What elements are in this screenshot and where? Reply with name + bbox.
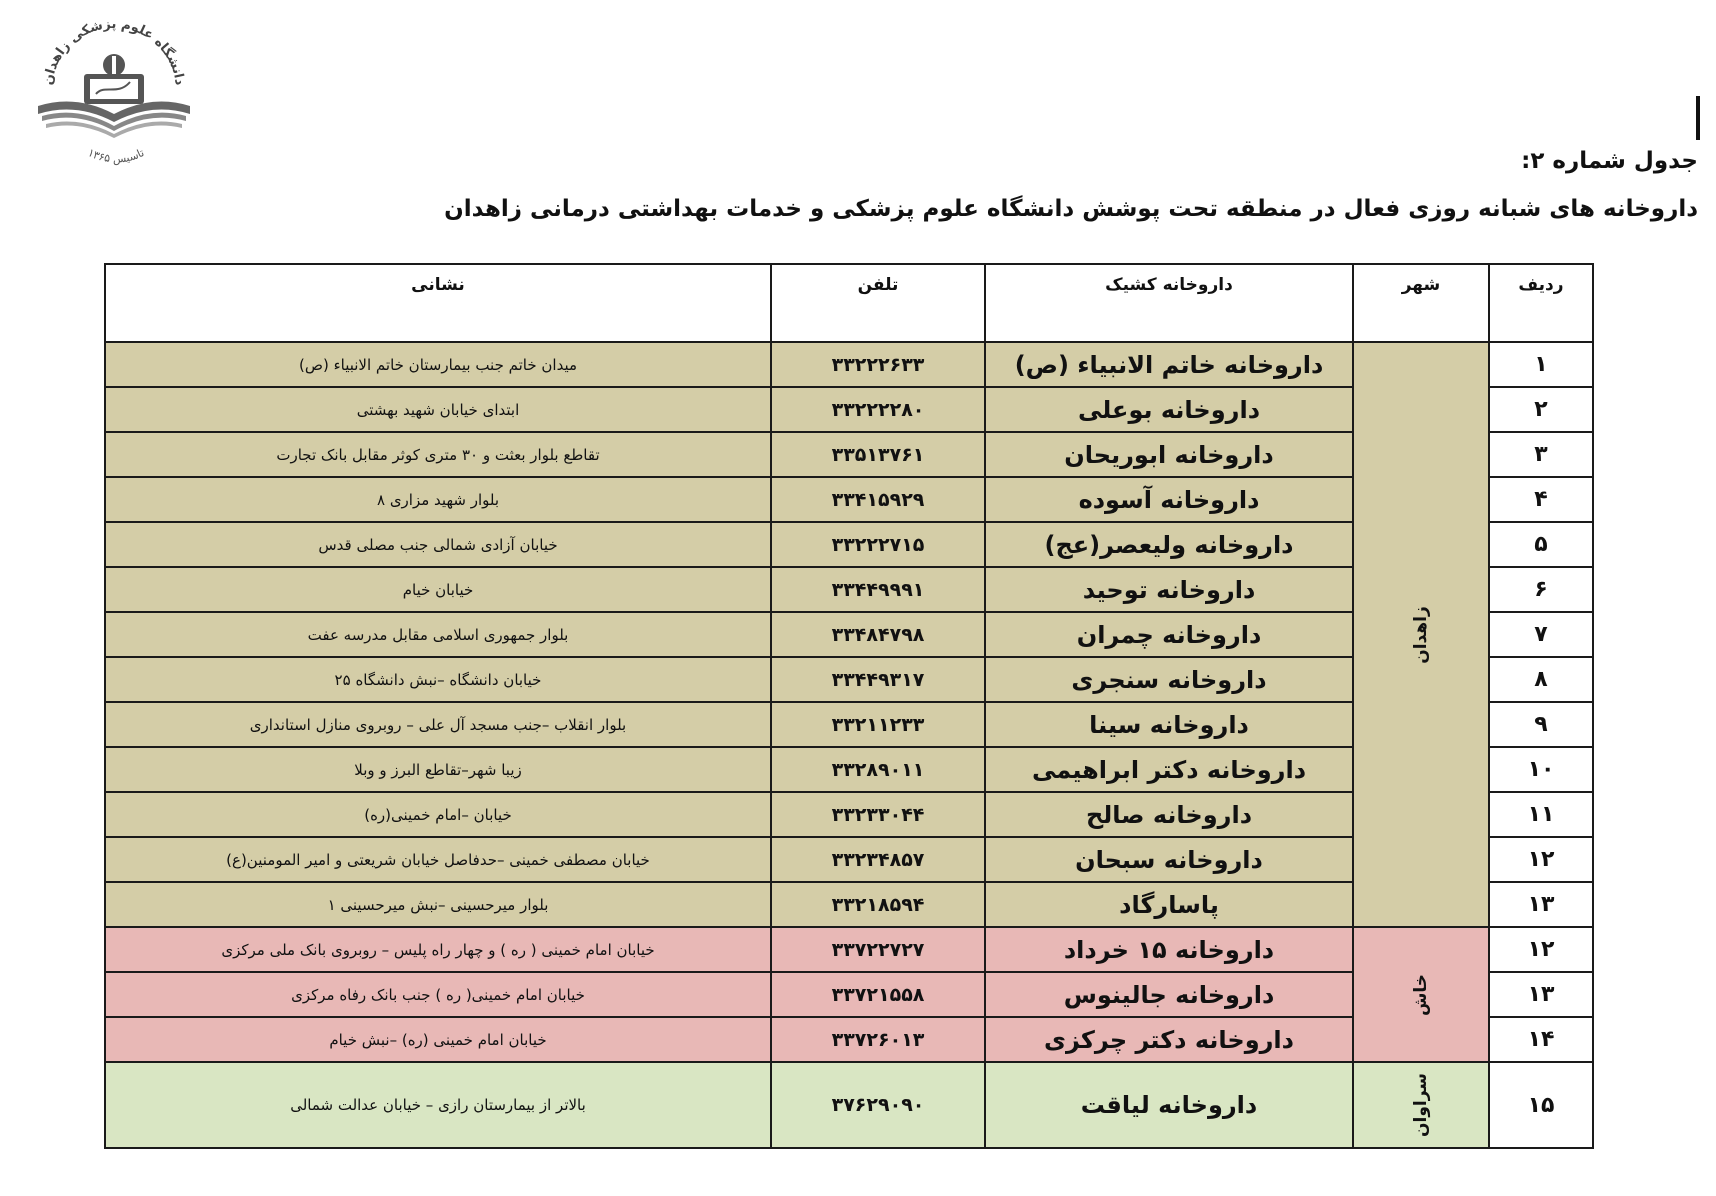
pharmacy-name: داروخانه بوعلی [985,387,1353,432]
row-index: ۹ [1489,702,1593,747]
phone-number: ۳۳۴۴۹۳۱۷ [771,657,985,702]
phone-number: ۳۳۴۸۴۷۹۸ [771,612,985,657]
address: خیابان امام خمینی (ره) –نبش خیام [105,1017,771,1062]
address: بلوار جمهوری اسلامی مقابل مدرسه عفت [105,612,771,657]
address: تقاطع بلوار بعثت و ۳۰ متری کوثر مقابل بانک تجارت [105,432,771,477]
pharmacy-name: داروخانه ۱۵ خرداد [985,927,1353,972]
address: خیابان دانشگاه –نبش دانشگاه ۲۵ [105,657,771,702]
table-row [105,1062,1593,1148]
table-row [105,927,1593,972]
svg-text:تاسیس ۱۳۶۵ [86,146,147,166]
pharmacy-name: پاسارگاد [985,882,1353,927]
phone-number: ۳۳۷۲۲۷۲۷ [771,927,985,972]
row-index: ۱ [1489,342,1593,387]
city-cell-saravan [1353,1062,1489,1148]
pharmacy-table [104,263,1594,1149]
header-index: ردیف [1489,264,1593,342]
pharmacy-name: داروخانه دکتر چرکزی [985,1017,1353,1062]
address: زیبا شهر–تقاطع البرز و وبلا [105,747,771,792]
phone-number: ۳۳۵۱۳۷۶۱ [771,432,985,477]
row-index: ۵ [1489,522,1593,567]
address: خیابان آزادی شمالی جنب مصلی قدس [105,522,771,567]
address: خیابان خیام [105,567,771,612]
table-title: داروخانه های شبانه روزی فعال در منطقه تحت پوشش دانشگاه علوم پزشکی و خدمات بهداشتی درمانی زاهدان [444,196,1698,222]
city-cell-khash [1353,927,1489,1062]
phone-number: ۳۳۴۱۵۹۲۹ [771,477,985,522]
address: میدان خاتم جنب بیمارستان خاتم الانبیاء (ص) [105,342,771,387]
row-index: ۱۳ [1489,882,1593,927]
phone-number: ۳۳۲۳۴۸۵۷ [771,837,985,882]
phone-number: ۳۳۴۴۹۹۹۱ [771,567,985,612]
phone-number: ۳۳۲۲۲۷۱۵ [771,522,985,567]
pharmacy-name: داروخانه آسوده [985,477,1353,522]
row-index: ۱۲ [1489,927,1593,972]
pharmacy-name: داروخانه دکتر ابراهیمی [985,747,1353,792]
table-header-row [105,264,1593,342]
row-index: ۱۱ [1489,792,1593,837]
table-row [105,342,1593,387]
phone-number: ۳۳۷۲۱۵۵۸ [771,972,985,1017]
pharmacy-name: داروخانه چمران [985,612,1353,657]
pharmacy-name: داروخانه ولیعصر(عج) [985,522,1353,567]
logo-founded: تاسیس ۱۳۶۵ [85,146,147,166]
city-cell-zahedan [1353,342,1489,927]
phone-number: ۳۷۶۲۹۰۹۰ [771,1062,985,1148]
address: خیابان –امام خمینی(ره) [105,792,771,837]
pharmacy-name: داروخانه لیاقت [985,1062,1353,1148]
address: بلوار میرحسینی –نبش میرحسینی ۱ [105,882,771,927]
address: خیابان مصطفی خمینی –حدفاصل خیابان شریعتی و امیر المومنین(ع) [105,837,771,882]
city-label: زاهدان [1411,605,1431,664]
city-label: سراوان [1411,1072,1431,1138]
pharmacy-name: داروخانه ابوریحان [985,432,1353,477]
pharmacy-name: داروخانه سبحان [985,837,1353,882]
phone-number: ۳۳۲۱۸۵۹۴ [771,882,985,927]
row-index: ۸ [1489,657,1593,702]
university-logo [30,10,198,170]
header-phone: تلفن [771,264,985,342]
row-index: ۱۲ [1489,837,1593,882]
pharmacy-name: داروخانه توحید [985,567,1353,612]
address: بلوار انقلاب –جنب مسجد آل علی – روبروی منازل استانداری [105,702,771,747]
row-index: ۱۴ [1489,1017,1593,1062]
phone-number: ۳۳۲۸۹۰۱۱ [771,747,985,792]
header-pharmacy: داروخانه کشیک [985,264,1353,342]
row-index: ۴ [1489,477,1593,522]
city-label: خاش [1411,973,1431,1016]
address: بالاتر از بیمارستان رازی – خیابان عدالت شمالی [105,1062,771,1148]
pharmacy-name: داروخانه جالینوس [985,972,1353,1017]
header-city: شهر [1353,264,1489,342]
row-index: ۷ [1489,612,1593,657]
phone-number: ۳۳۲۱۱۲۳۳ [771,702,985,747]
address: خیابان امام خمینی( ره ) جنب بانک رفاه مرکزی [105,972,771,1017]
table-number: جدول شماره ۲: [1521,148,1698,174]
pharmacy-name: داروخانه سینا [985,702,1353,747]
row-index: ۱۵ [1489,1062,1593,1148]
phone-number: ۳۳۲۲۲۲۸۰ [771,387,985,432]
text-cursor [1696,96,1700,140]
pharmacy-name: داروخانه خاتم الانبیاء (ص) [985,342,1353,387]
address: ابتدای خیابان شهید بهشتی [105,387,771,432]
row-index: ۳ [1489,432,1593,477]
pharmacy-name: داروخانه سنجری [985,657,1353,702]
logo-caption: دانشگاه علوم پزشکی زاهدان [41,16,187,87]
row-index: ۱۳ [1489,972,1593,1017]
pharmacy-name: داروخانه صالح [985,792,1353,837]
phone-number: ۳۳۲۲۲۶۳۳ [771,342,985,387]
row-index: ۱۰ [1489,747,1593,792]
header-address: نشانی [105,264,771,342]
address: خیابان امام خمینی ( ره ) و چهار راه پلیس – روبروی بانک ملی مرکزی [105,927,771,972]
phone-number: ۳۳۷۲۶۰۱۳ [771,1017,985,1062]
row-index: ۶ [1489,567,1593,612]
address: بلوار شهید مزاری ۸ [105,477,771,522]
university-emblem-icon [30,10,198,170]
row-index: ۲ [1489,387,1593,432]
phone-number: ۳۳۲۳۳۰۴۴ [771,792,985,837]
